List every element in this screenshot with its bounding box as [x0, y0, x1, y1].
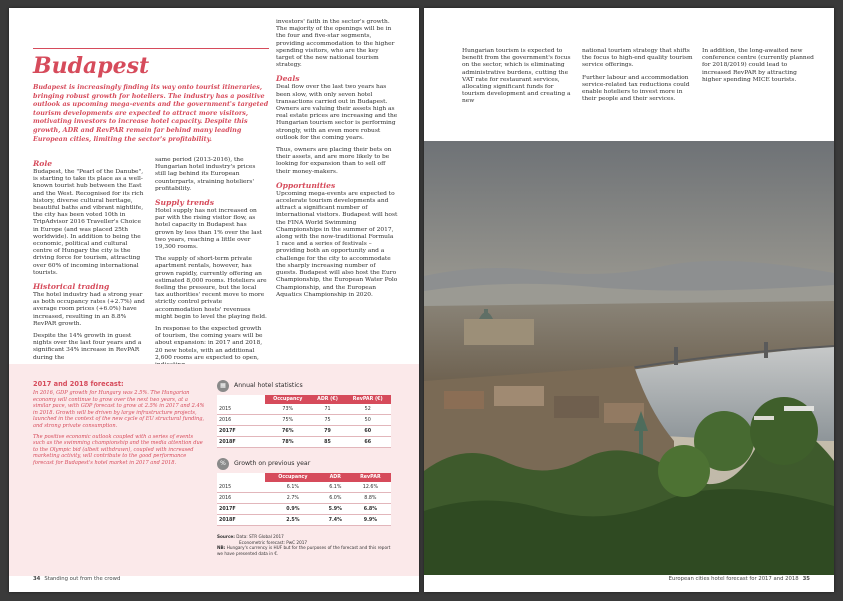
column-header: Occupancy — [265, 473, 321, 482]
table-cell: 2015 — [217, 404, 265, 415]
historical-trading-paragraph: The hotel industry had a strong year as both occupancy rates (+2.7%) and average room prices (+6.0%) have increased, resulting in an 8.8% RevPAR growth. — [33, 292, 145, 327]
table-row — [217, 404, 391, 415]
table-cell: 75% — [265, 415, 311, 426]
growth-icon: % — [217, 458, 229, 470]
forecast-panel — [9, 364, 419, 576]
growth-table — [217, 473, 391, 526]
table-row — [217, 504, 391, 515]
hotel-stats-icon: ▦ — [217, 380, 229, 392]
title-rule — [33, 48, 269, 49]
table-cell: 2017F — [217, 426, 265, 437]
table-row — [217, 515, 391, 526]
table-cell: 85 — [311, 437, 345, 448]
statistics-tables — [217, 378, 391, 556]
table-cell: 6.8% — [350, 504, 391, 515]
right-column-3 — [702, 48, 816, 89]
table-cell: 6.1% — [265, 482, 321, 493]
table-row — [217, 426, 391, 437]
table-row — [217, 415, 391, 426]
nb-text: Hungary's currency is HUF but for the purposes of the forecast and this report we have presented data in €. — [217, 545, 391, 556]
table-cell: 12.6% — [350, 482, 391, 493]
table-cell: 2.5% — [265, 515, 321, 526]
table-row — [217, 437, 391, 448]
annual-stats-title: Annual hotel statistics — [234, 382, 303, 389]
historical-trading-paragraph: Despite the 14% growth in guest nights over the last four years and a significant 34% increase in RevPAR during the — [33, 333, 142, 361]
forecast-paragraph: The positive economic outlook coupled with a series of events such as the swimming championship and the media attention due to the Olympic bid (albeit withdrawn), coupled with increased marketing activity, will contribute to the good performance forecast for Budapest's hotel market in 2017 and 2018. — [33, 433, 203, 466]
source-note — [217, 534, 391, 556]
table-cell: 2017F — [217, 504, 265, 515]
column-header — [217, 395, 265, 404]
budapest-cityscape-photo — [424, 141, 834, 575]
text-column-1 — [33, 157, 145, 367]
table-row — [217, 493, 391, 504]
table-cell: 6.1% — [321, 482, 350, 493]
table-cell: 60 — [344, 426, 391, 437]
supply-paragraph: Hotel supply has not increased on par with the rising visitor flow, as hotel capacity in Budapest has grown by less than 1% over the last two years, reaching a little over 19,300 rooms. — [155, 208, 263, 251]
page-title: Budapest — [33, 53, 150, 79]
intro-text: Budapest is increasingly finding its way onto tourist itineraries, bringing robust growth for hoteliers. The industry has a positive outlook as upcoming mega-events and the government's targeted tourism developments are expected to attract more visitors, motivating investors to increase hotel capacity. Despite this growth, ADR and RevPAR remain far behind many leading European cities, limiting the sector's profitability. — [33, 83, 269, 143]
table-cell: 71 — [311, 404, 345, 415]
table-cell: 8.8% — [350, 493, 391, 504]
column-header: ADR — [321, 473, 350, 482]
table-cell: 2016 — [217, 493, 265, 504]
table-cell: 2018F — [217, 515, 265, 526]
role-heading: Role — [33, 159, 53, 168]
table-cell: 2018F — [217, 437, 265, 448]
table-cell: 66 — [344, 437, 391, 448]
supply-paragraph: The supply of short-term private apartment rentals, however, has grown rapidly, currently offering an estimated 8,000 rooms. Hoteliers are feeling the pressure, but the local tax authorities' recent move to more strictly control private accommodation hosts' revenues might begin to level the playing field. — [155, 256, 267, 320]
continued-paragraph: same period (2013-2016), the Hungarian hotel industry's prices still lag behind its European counterparts, straining hoteliers' profitability. — [155, 157, 256, 192]
paragraph: In addition, the long-awaited new conference centre (currently planned for 2018/2019) could lead to increased RevPAR by attracting higher spending MICE tourists. — [702, 48, 814, 83]
historical-trading-heading: Historical trading — [33, 282, 110, 292]
continued-paragraph: investors' faith in the sector's growth. The majority of the openings will be in the four and five-star segments, providing accommodation to the higher spending visitors, who are the key target of the new national tourism strategy. — [276, 19, 395, 69]
opportunities-paragraph: Upcoming mega-events are expected to accelerate tourism developments and attract a significant number of international visitors. Budapest will host the FINA World Swimming Championships in the summer of 2017, along with the now-traditional Formula 1 race and a series of festivals – providing both an opportunity and a challenge for the city to accommodate the sharply increasing number of guests. Budapest will also host the Euro Championship, the European Water Polo Championship, and the European Aquatics Championship in 2020. — [276, 190, 398, 298]
table-cell: 6.0% — [321, 493, 350, 504]
paragraph: national tourism strategy that shifts the focus to high-end quality tourism service offerings. — [582, 48, 693, 69]
footer-right — [669, 576, 814, 582]
table-row — [217, 482, 391, 493]
page-number: 35 — [802, 576, 810, 582]
right-page — [424, 8, 834, 592]
table-cell: 7.4% — [321, 515, 350, 526]
deals-paragraph: Deal flow over the last two years has been slow, with only seven hotel transactions carried out in Budapest. Owners are valuing their assets high as real estate prices are increasing and the Hungarian tourism sector is performing strongly, with an even more robust outlook for the coming years. — [276, 84, 398, 141]
supply-trends-heading: Supply trends — [155, 198, 215, 208]
footer-text: Standing out from the crowd — [44, 576, 121, 582]
footer-left — [29, 576, 120, 582]
page-number: 34 — [33, 576, 41, 582]
growth-title: Growth on previous year — [234, 460, 311, 467]
supply-paragraph: In response to the expected growth of tourism, the coming years will be about expansion: in 2017 and 2018, 20 new hotels, with an additional 2,600 rooms are expected to open, — [155, 326, 263, 361]
text-column-3 — [276, 19, 398, 304]
forecast-paragraph: In 2016, GDP growth for Hungary was 2.5%. The Hungarian economy will continue to grow over the next two years, at a similar pace, with GDP forecast to grow at 2.5% in 2017 and 2.4% in 2018. Growth will be driven by large infrastructure projects, launched in the context of the new cycle of EU structural funding, and strong private consumption. — [33, 390, 205, 429]
table-cell: 73% — [265, 404, 311, 415]
deals-heading: Deals — [276, 74, 300, 84]
annual-stats-table — [217, 395, 391, 448]
column-header — [217, 473, 265, 482]
source-label: Source: — [217, 534, 235, 539]
text-column-2 — [155, 157, 267, 374]
table-cell: 75 — [311, 415, 345, 426]
column-header: RevPAR — [350, 473, 391, 482]
table-cell: 50 — [344, 415, 391, 426]
forecast-title: 2017 and 2018 forecast: — [33, 380, 124, 388]
role-paragraph: Budapest, the "Pearl of the Danube", is starting to take its place as a well-known tourist hub between the East and the West. Recognised for its rich history, diverse cultural heritage, beautiful baths and vibrant nightlife, the city has been voted 10th in TripAdvisor 2016 Traveller's Choice in Europe (and was placed 25th worldwide). In addition to being the economic, political and cultural centre of Hungary the city is the driving force for tourism, attracting over 60% of incoming international tourists. — [33, 169, 144, 276]
table-cell: 76% — [265, 426, 311, 437]
nb-label: NB: — [217, 545, 226, 550]
column-header: RevPAR (€) — [344, 395, 391, 404]
table-cell: 2015 — [217, 482, 265, 493]
table-cell: 52 — [344, 404, 391, 415]
table-cell: 2016 — [217, 415, 265, 426]
table-cell: 79 — [311, 426, 345, 437]
deals-paragraph: Thus, owners are placing their bets on their assets, and are more likely to be looking for expansion than to sell off their money-makers. — [276, 147, 392, 175]
footer-text: European cities hotel forecast for 2017 and 2018 — [668, 576, 799, 582]
right-column-2 — [582, 48, 696, 108]
right-column-1 — [462, 48, 576, 111]
annual-stats-header — [217, 378, 391, 393]
paragraph: Further labour and accommodation service-related tax reductions could enable hoteliers to invest more in their people and their services. — [582, 74, 690, 103]
column-header: Occupancy — [265, 395, 311, 404]
forecast-text — [33, 390, 205, 471]
source-line: Econometric forecast: PwC 2017 — [239, 539, 308, 545]
table-cell: 9.9% — [350, 515, 391, 526]
table-cell: 0.9% — [265, 504, 321, 515]
source-line: Data: STR Global 2017 — [236, 534, 284, 539]
table-cell: 5.9% — [321, 504, 350, 515]
left-page — [9, 8, 419, 592]
table-cell: 2.7% — [265, 493, 321, 504]
column-header: ADR (€) — [311, 395, 345, 404]
opportunities-heading: Opportunities — [276, 180, 336, 190]
paragraph: Hungarian tourism is expected to benefit from the government's focus on the sector, which is eliminating administrative burdens, cutting the VAT rate for restaurant services, allocating significant funds for tourism development and creating a new — [462, 48, 571, 105]
table-cell: 78% — [265, 437, 311, 448]
growth-header — [217, 456, 391, 471]
